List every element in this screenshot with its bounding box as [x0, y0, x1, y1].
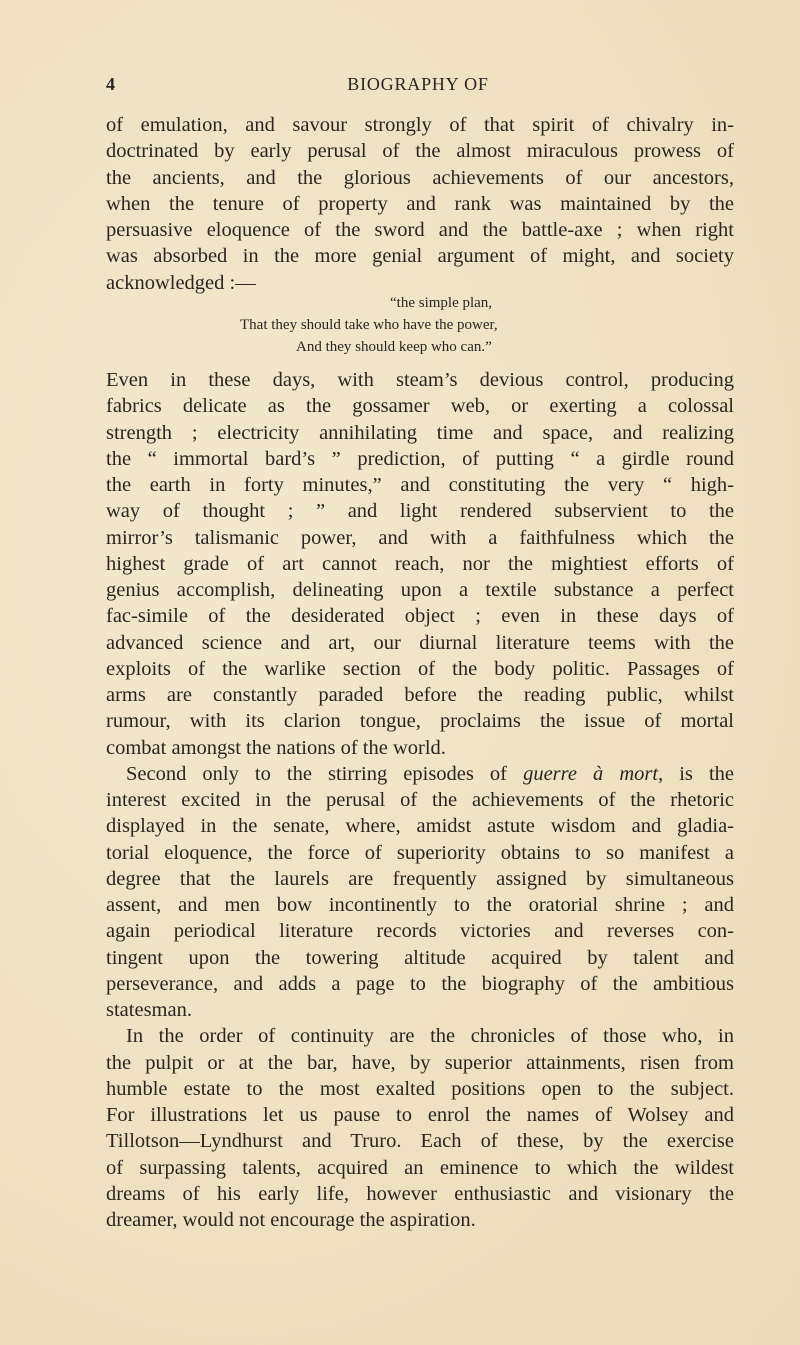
- text-line: the “ immortal bard’s ” prediction, of putting “ a girdle round: [106, 447, 734, 470]
- page-number: 4: [106, 74, 116, 94]
- text-line: interest excited in the perusal of the achievements of the rhetoric: [106, 789, 734, 811]
- text-line: mirror’s talismanic power, and with a faithfulness which the: [106, 526, 734, 549]
- text-line: the earth in forty minutes,” and constituting the very “ high-: [106, 474, 734, 496]
- verse-quote-line: And they should keep who can.”: [296, 339, 492, 355]
- text-line: combat amongst the nations of the world.: [106, 736, 446, 759]
- verse-quote-line: “the simple plan,: [390, 295, 493, 311]
- text-line: highest grade of art cannot reach, nor the mightiest efforts of: [106, 552, 734, 575]
- text-line: the pulpit or at the bar, have, by superior attainments, risen from: [106, 1051, 734, 1074]
- body-text: [106, 367, 734, 1233]
- text-line: fac-simile of the desiderated object ; even in these days of: [106, 605, 734, 628]
- text-line: Tillotson—Lyndhurst and Truro. Each of these, by the exercise: [106, 1130, 734, 1153]
- text-line: torial eloquence, the force of superiority obtains to so manifest a: [106, 841, 734, 864]
- text-line: In the order of continuity are the chronicles of those who, in: [126, 1025, 734, 1048]
- text-line: [106, 761, 734, 787]
- text-line: rumour, with its clarion tongue, proclaims the issue of mortal: [106, 710, 734, 733]
- text-line: strength ; electricity annihilating time and space, and realizing: [106, 421, 734, 444]
- text-line: genius accomplish, delineating upon a textile substance a perfect: [106, 579, 734, 601]
- text-line: degree that the laurels are frequently assigned by simultaneous: [106, 867, 734, 890]
- text-line: of emulation, and savour strongly of that spirit of chivalry in-: [106, 114, 734, 136]
- text-line: acknowledged :—: [106, 271, 256, 294]
- text-line: tingent upon the towering altitude acquired by talent and: [106, 946, 734, 969]
- running-title: BIOGRAPHY OF: [347, 74, 489, 94]
- text-line: way of thought ; ” and light rendered subservient to the: [106, 500, 734, 523]
- text-line: Even in these days, with steam’s devious control, producing: [106, 369, 734, 391]
- text-line: dreamer, would not encourage the aspiration.: [106, 1209, 476, 1231]
- text-line: statesman.: [106, 999, 192, 1021]
- text-line: was absorbed in the more genial argument of might, and society: [106, 245, 734, 268]
- text-line: of surpassing talents, acquired an eminence to which the wildest: [106, 1156, 734, 1179]
- paragraph-opening: [106, 112, 734, 296]
- text-line: again periodical literature records victories and reverses con-: [106, 920, 734, 943]
- text-line: For illustrations let us pause to enrol the names of Wolsey and: [106, 1104, 734, 1126]
- text-line: when the tenure of property and rank was maintained by the: [106, 192, 734, 215]
- text-fragment: Second only to the stirring episodes of: [126, 762, 524, 785]
- text-line: the ancients, and the glorious achievements of our ancestors,: [106, 166, 734, 189]
- text-fragment: , is the: [658, 762, 734, 785]
- text-line: advanced science and art, our diurnal literature teems with the: [106, 631, 734, 654]
- text-line: dreams of his early life, however enthusiastic and visionary the: [106, 1182, 734, 1205]
- verse-quote-line: That they should take who have the power,: [240, 317, 498, 333]
- text-line: exploits of the warlike section of the body politic. Passages of: [106, 657, 734, 680]
- text-line: doctrinated by early perusal of the almost miraculous prowess of: [106, 140, 734, 163]
- text-line: arms are constantly paraded before the reading public, whilst: [106, 684, 734, 706]
- text-line: assent, and men bow incontinently to the oratorial shrine ; and: [106, 894, 734, 916]
- text-line: humble estate to the most exalted positions open to the subject.: [106, 1077, 734, 1100]
- italic-phrase: guerre à mort: [523, 762, 659, 785]
- text-line: perseverance, and adds a page to the biography of the ambitious: [106, 972, 734, 995]
- text-line: fabrics delicate as the gossamer web, or exerting a colossal: [106, 395, 734, 418]
- text-line: displayed in the senate, where, amidst astute wisdom and gladia-: [106, 815, 734, 838]
- text-line: persuasive eloquence of the sword and the battle-axe ; when right: [106, 219, 734, 241]
